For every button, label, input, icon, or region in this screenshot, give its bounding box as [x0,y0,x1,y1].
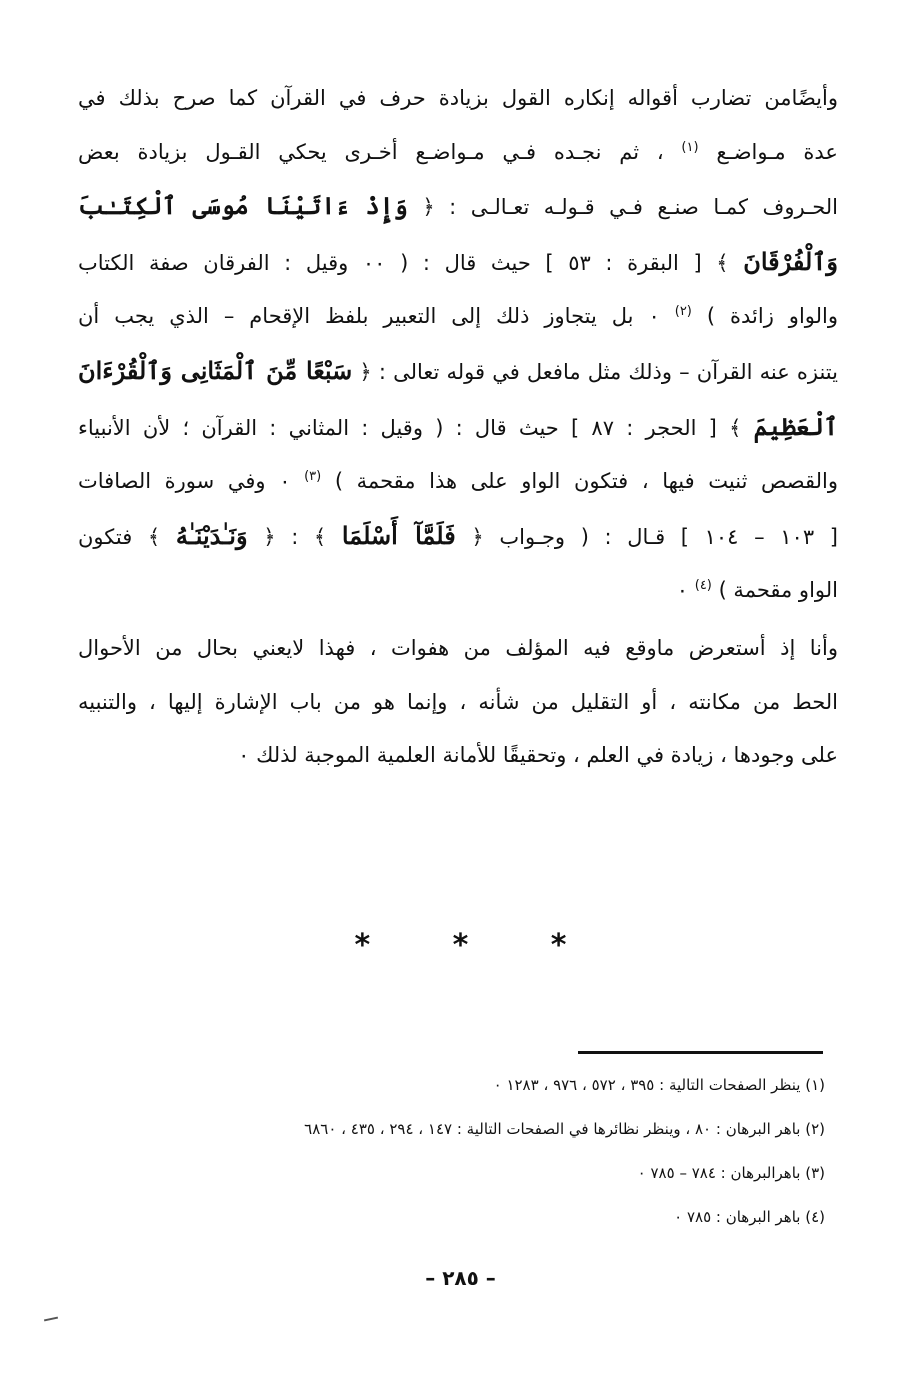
quran-verse: فَلَمَّآ أَسْلَمَا [341,520,456,550]
scan-artifact [44,1317,58,1322]
footnote-divider [578,1051,823,1054]
page-number: – ٢٨٥ – [425,1266,496,1290]
text-line: عدة مـواضـع $^{(١)}$ ، ثم نجـده فـي مـواضـع أخـرى يحكي القـول بزيادة بعض [78,139,838,164]
footnote-reference: (٢) [674,304,692,320]
text-line: وأنا إذ أستعرض ماوقع فيه المؤلف من هفوات ، فهذا لايعني بحال من الأحوال [78,635,838,660]
text-line: الحـروف كمـا صنـع فـي قـولـه تعـالـى : ﴿ وَإِذْ ءَاتَيْنَا مُوسَى ٱلْكِتَـٰبَ [78,191,838,221]
paragraph-1 [78,72,838,618]
text-line: والواو زائدة ) $^{(٢)}$ ٠ بل يتجاوز ذلك إلى التعبير بلفظ الإقحام – الذي يجب أن [78,304,838,329]
footnote-reference: (٣) [304,469,322,485]
footnote-item: (٣) باهرالبرهان : ٧٨٤ – ٧٨٥ ٠ [637,1164,825,1182]
footnote-reference: (١) [681,139,699,155]
footnote-reference: (٤) [694,578,712,594]
main-text [78,72,838,783]
quran-verse: وَإِذْ ءَاتَيْنَا مُوسَى ٱلْكِتَـٰبَ [78,191,408,221]
text-line: يتنزه عنه القرآن – وذلك مثل مافعل في قوله تعالى : ﴿ سَبْعًا مِّنَ ٱلْمَثَانِى وَٱلْقُرْءَانَ [78,355,838,385]
quran-verse: سَبْعًا مِّنَ ٱلْمَثَانِى وَٱلْقُرْءَانَ [78,355,353,385]
section-separator: * * * [354,928,603,963]
text-line: وأيضًامن تضارب أقواله إنكاره القول بزيادة حرف في القرآن كما صرح بذلك في [78,86,838,110]
footnote-item: (٤) باهر البرهان : ٧٨٥ ٠ [674,1208,825,1226]
footnote-item: (٢) باهر البرهان : ٨٠ ، وينظر نظائرها في الصفحات التالية : ١٤٧ ، ٢٩٤ ، ٤٣٥ ، ٦٨٦٠ [304,1120,825,1138]
text-line: ٱلْعَظِيمَ ﴾ [ الحجر : ٨٧ ] حيث قال : ( وقيل : المثاني : القرآن ؛ لأن الأنبياء [78,411,838,441]
quran-verse: ٱلْعَظِيمَ [753,411,838,441]
text-line: وَٱلْفُرْقَانَ ﴾ [ البقرة : ٥٣ ] حيث قال : ( ٠٠ وقيل : الفرقان صفة الكتاب [78,246,838,276]
footnotes [125,1070,825,1246]
text-line: على وجودها ، زيادة في العلم ، وتحقيقًا للأمانة العلمية الموجبة لذلك ٠ [238,743,838,768]
quran-verse: وَٱلْفُرْقَانَ [743,246,838,276]
text-line: الحط من مكانته ، أو التقليل من شأنه ، وإنما هو من باب الإشارة إليها ، والتنبيه [78,689,838,714]
paragraph-2 [78,622,838,783]
text-line: والقصص ثنيت فيها ، فتكون الواو على هذا مقحمة ) $^{(٣)}$ ٠ وفي سورة الصافات [78,469,838,494]
text-line: [ ١٠٣ – ١٠٤ ] قـال : ( وجـواب ﴿ فَلَمَّآ أَسْلَمَا ﴾ : ﴿ وَنَـٰدَيْنَـٰهُ ﴾ فتكون [78,520,838,550]
text-line: الواو مقحمة ) $^{(٤)}$ ٠ [676,578,838,603]
footnote-item: (١) ينظر الصفحات التالية : ٣٩٥ ، ٥٧٢ ، ٩٧٦ ، ١٢٨٣ ٠ [493,1076,825,1094]
quran-verse: وَنَـٰدَيْنَـٰهُ [175,520,248,550]
